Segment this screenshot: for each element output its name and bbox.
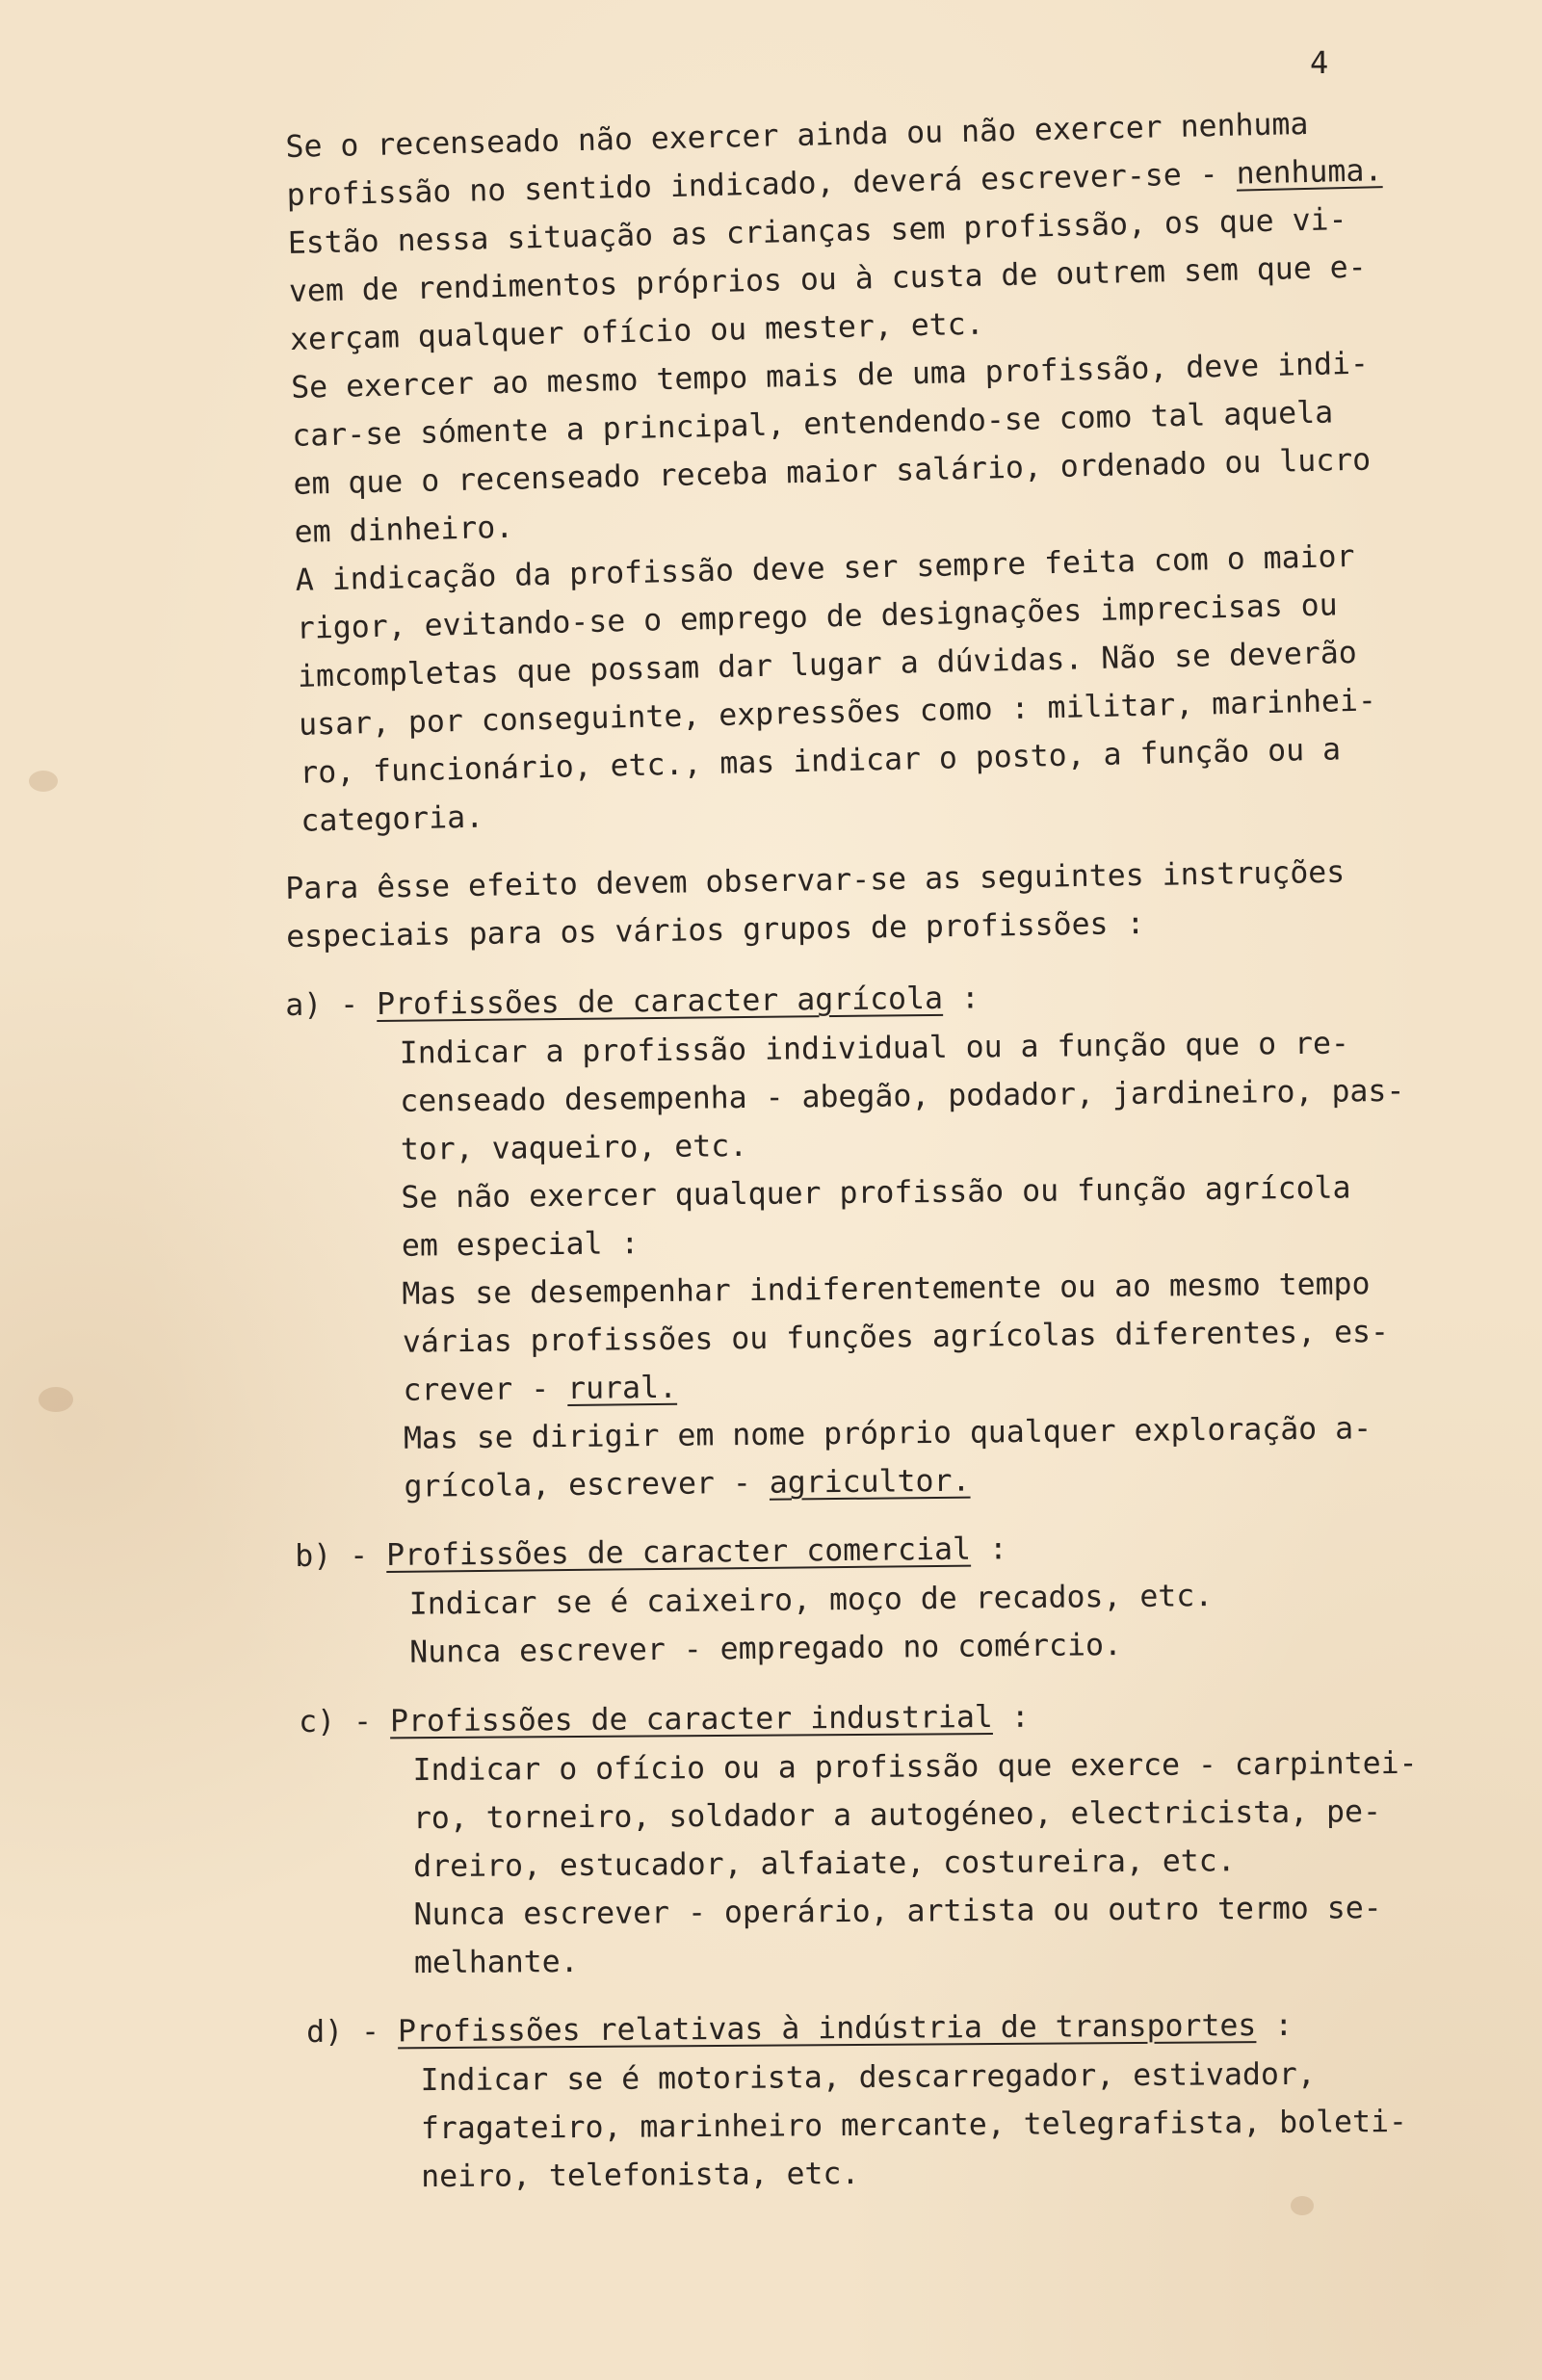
text-line: A indicação da profissão deve ser sempre feita com o maior xyxy=(295,538,1355,598)
item-d xyxy=(306,1999,1519,2202)
intro-paragraphs xyxy=(285,95,1534,846)
text-line: Indicar o ofício ou a profissão que exerce - carpintei- xyxy=(412,1745,1418,1789)
item-marker: d) - xyxy=(306,2014,399,2050)
text-line: Indicar se é caixeiro, moço de recados, etc. xyxy=(408,1579,1214,1622)
text-line: em dinheiro. xyxy=(294,510,514,550)
item-suffix: : xyxy=(992,1699,1030,1735)
text-line: Para êsse efeito devem observar-se as seguintes instruções xyxy=(285,854,1346,906)
text-line: Indicar se é motorista, descarregador, estivador, xyxy=(420,2056,1316,2099)
item-a xyxy=(285,968,1524,1512)
item-title: Profissões de caracter industrial xyxy=(389,1699,993,1739)
text-line: ro, torneiro, soldador a autogéneo, electricista, pe- xyxy=(412,1794,1382,1837)
text-line: rigor, evitando-se o emprego de designações imprecisas ou xyxy=(296,588,1339,646)
item-title: Profissões relativas à indústria de transportes xyxy=(397,2008,1257,2050)
underlined-word: nenhuma. xyxy=(1236,153,1383,192)
text-line: em que o recenseado receba maior salário, ordenado ou lucro xyxy=(293,442,1372,502)
underlined-word: rural. xyxy=(566,1370,678,1406)
instructions-intro xyxy=(285,846,1519,961)
text-line: usar, por conseguinte, expressões como : militar, marinhei- xyxy=(298,683,1377,743)
text-line: fragateiro, marinheiro mercante, telegrafista, boleti- xyxy=(420,2105,1408,2147)
text-line: neiro, telefonista, etc. xyxy=(421,2156,860,2195)
text-line: Nunca escrever - operário, artista ou outro termo se- xyxy=(413,1891,1382,1933)
item-marker: c) - xyxy=(299,1704,391,1739)
item-heading xyxy=(306,1999,1518,2057)
item-marker: a) - xyxy=(285,987,378,1023)
text-line: dreiro, estucador, alfaiate, costureira, etc. xyxy=(413,1844,1236,1885)
item-title: Profissões de caracter comercial xyxy=(385,1531,972,1574)
paper-stain xyxy=(39,1387,73,1412)
text-line-start: crever - xyxy=(403,1371,568,1408)
text-line: censeado desempenha - abegão, podador, jardineiro, pas- xyxy=(400,1073,1405,1119)
text-line: Se não exercer qualquer profissão ou função agrícola xyxy=(401,1170,1351,1216)
item-suffix: : xyxy=(1256,2007,1294,2044)
text-line: em especial : xyxy=(401,1226,640,1264)
text-line: melhante. xyxy=(413,1944,579,1981)
underlined-word: agricultor. xyxy=(769,1463,971,1501)
document-body xyxy=(285,106,1518,2202)
text-line: Nunca escrever - empregado no comércio. xyxy=(409,1628,1123,1670)
text-line: Estão nessa situação as crianças sem profissão, os que vi- xyxy=(287,202,1347,261)
text-line-start: grícola, escrever - xyxy=(404,1465,770,1504)
paper-stain xyxy=(29,771,58,792)
item-b xyxy=(295,1519,1520,1678)
text-line: Se exercer ao mesmo tempo mais de uma profissão, deve indi- xyxy=(290,346,1370,405)
item-suffix: : xyxy=(942,981,980,1016)
text-line: tor, vaqueiro, etc. xyxy=(400,1128,748,1167)
item-marker: b) - xyxy=(295,1538,387,1574)
text-line: Indicar a profissão individual ou a função que o re- xyxy=(399,1026,1350,1071)
item-heading xyxy=(299,1688,1518,1747)
text-line-start: profissão no sentido indicado, deverá escrever-se - xyxy=(286,156,1238,213)
text-line: vem de rendimentos próprios ou à custa de outrem sem que e- xyxy=(288,249,1368,309)
text-line: Mas se desempenhar indiferentemente ou ao mesmo tempo xyxy=(402,1267,1371,1312)
text-line: Mas se dirigir em nome próprio qualquer exploração a- xyxy=(403,1411,1372,1456)
text-line: xerçam qualquer ofício ou mester, etc. xyxy=(289,306,984,357)
text-line: ro, funcionário, etc., mas indicar o posto, a função ou a xyxy=(299,732,1342,791)
item-c xyxy=(299,1688,1520,1988)
item-title: Profissões de caracter agrícola xyxy=(376,981,944,1023)
text-line: car-se sómente a principal, entendendo-se como tal aquela xyxy=(291,395,1334,454)
text-line: imcompletas que possam dar lugar a dúvidas. Não se deverão xyxy=(297,635,1358,694)
text-line: categoria. xyxy=(301,799,484,839)
text-line: especiais para os vários grupos de profissões : xyxy=(285,905,1145,955)
text-line: Se o recenseado não exercer ainda ou não exercer nenhuma xyxy=(285,106,1309,165)
page-number: 4 xyxy=(1310,44,1329,81)
item-suffix: : xyxy=(970,1531,1008,1567)
text-line: várias profissões ou funções agrícolas diferentes, es- xyxy=(402,1315,1390,1360)
